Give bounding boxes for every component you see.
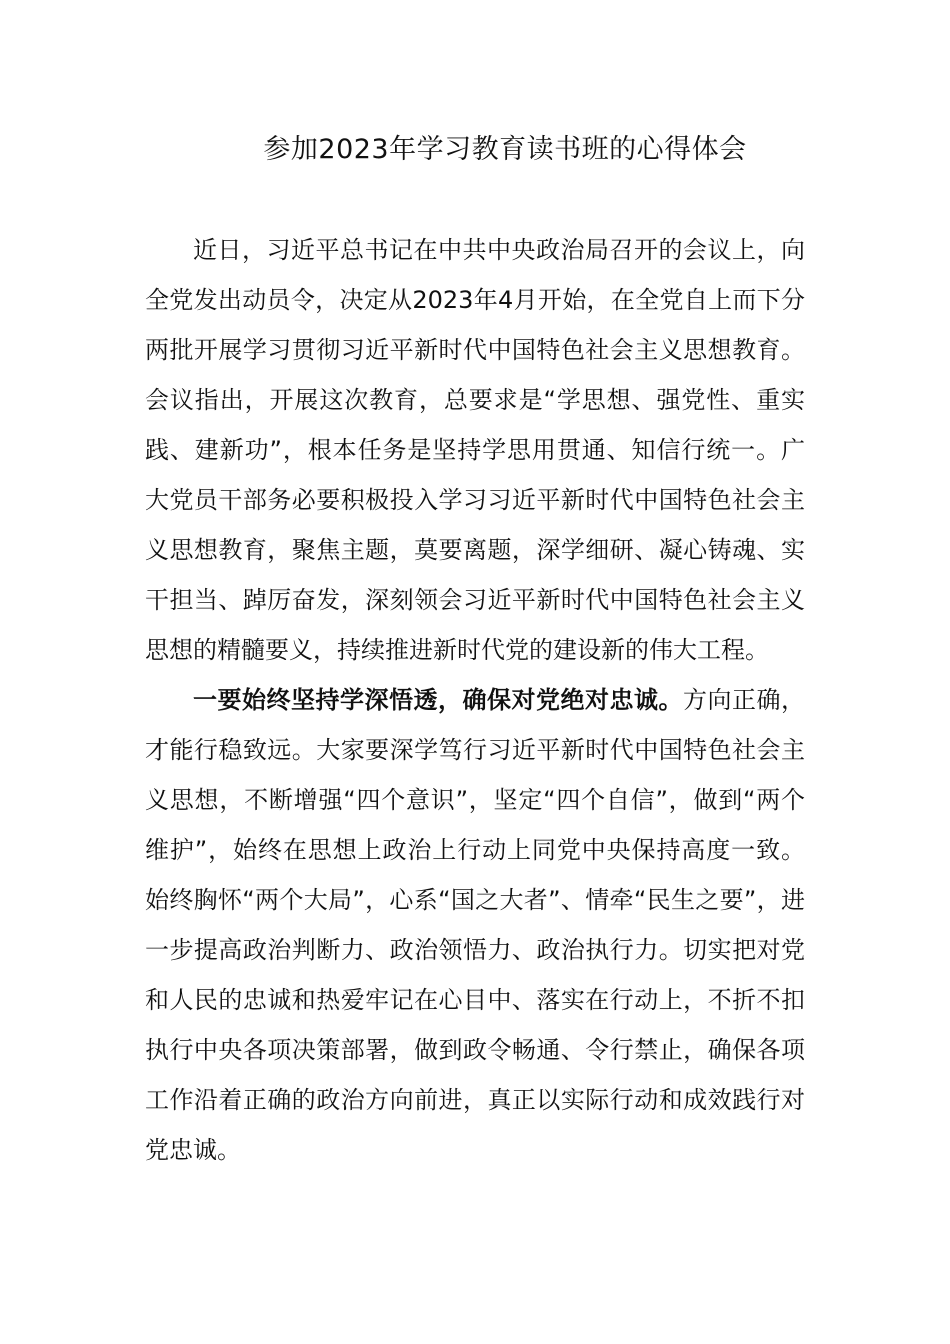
document-title: 参加2023年学习教育读书班的心得体会 xyxy=(263,134,747,165)
document-body xyxy=(145,225,805,1175)
paragraph-intro xyxy=(145,225,805,675)
paragraph-text: 方向正确，才能行稳致远。大家要深学笃行习近平新时代中国特色社会主义思想，不断增强“四个意识”，坚定“四个自信”，做到“两个维护”，始终在思想上政治上行动上同党中央保持高度一致。始终胸怀“两个大局”，心系“国之大者”、情牵“民生之要”，进一步提高政治判断力、政治领悟力、政治执行力。切实把对党和人民的忠诚和热爱牢记在心目中、落实在行动上，不折不扣执行中央各项决策部署，做到政令畅通、令行禁止，确保各项工作沿着正确的政治方向前进，真正以实际行动和成效践行对党忠诚。 xyxy=(145,686,805,1164)
paragraph-lead: 一要始终坚持学深悟透，确保对党绝对忠诚。 xyxy=(193,686,683,714)
paragraph-text: 近日，习近平总书记在中共中央政治局召开的会议上，向全党发出动员令，决定从2023年4月开始，在全党自上而下分两批开展学习贯彻习近平新时代中国特色社会主义思想教育。会议指出，开展这次教育，总要求是“学思想、强党性、重实践、建新功”，根本任务是坚持学思用贯通、知信行统一。广大党员干部务必要积极投入学习习近平新时代中国特色社会主义思想教育，聚焦主题，莫要离题，深学细研、凝心铸魂、实干担当、踔厉奋发，深刻领会习近平新时代中国特色社会主义思想的精髓要义，持续推进新时代党的建设新的伟大工程。 xyxy=(145,236,805,664)
paragraph-point-one xyxy=(145,675,805,1175)
